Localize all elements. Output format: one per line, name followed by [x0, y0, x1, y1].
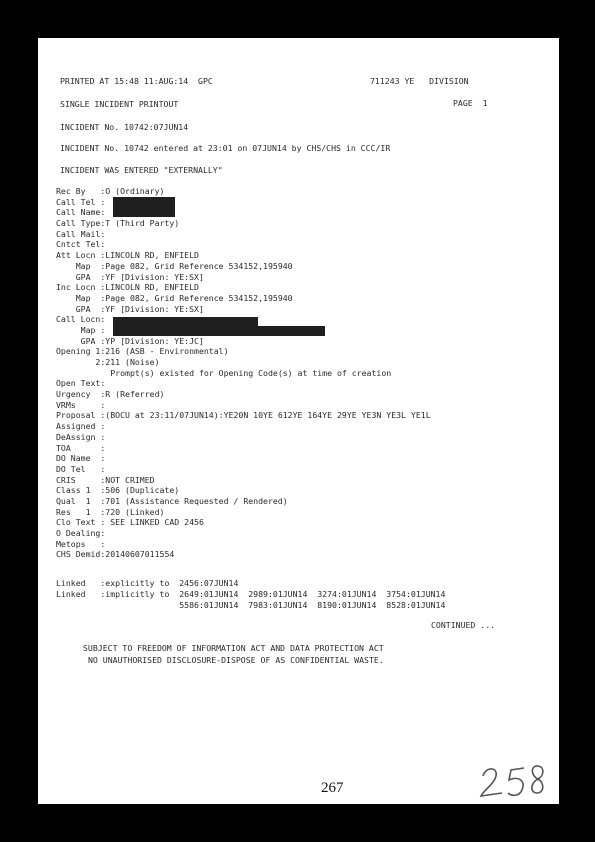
field-line: Prompt(s) existed for Opening Code(s) at time of creation	[56, 367, 392, 378]
field-line: GPA :YF [Division: YE:SX]	[56, 271, 204, 282]
continued-label: CONTINUED ...	[431, 620, 496, 630]
incident-number: INCIDENT No. 10742:07JUN14	[60, 122, 189, 132]
field-line: Call Tel :	[56, 196, 106, 207]
field-line: GPA :YP [Division: YE:JC]	[56, 335, 204, 346]
incident-externally: INCIDENT WAS ENTERED "EXTERNALLY"	[60, 165, 223, 175]
field-line: Rec By :O (Ordinary)	[56, 186, 165, 196]
field-line: Att Locn :LINCOLN RD, ENFIELD	[56, 250, 199, 261]
field-line: Inc Locn :LINCOLN RD, ENFIELD	[56, 282, 199, 293]
field-line: Metops :	[56, 538, 106, 549]
incident-entered: INCIDENT No. 10742 entered at 23:01 on 07JUN14 by CHS/CHS in CCC/IR	[60, 143, 391, 153]
linked-incidents	[56, 578, 445, 611]
field-line: DO Name :	[56, 453, 106, 464]
field-line: Opening 1:216 (ASB - Environmental)	[56, 346, 229, 357]
field-line: Map :Page 082, Grid Reference 534152,195940	[56, 292, 293, 303]
field-line: Call Mail:	[56, 228, 106, 239]
field-line: Open Text:	[56, 378, 106, 389]
document-page	[38, 38, 559, 804]
field-line: Proposal :(BOCU at 23:11/07JUN14):YE20N 10YE 612YE 164YE 29YE YE3N YE3L YE1L	[56, 410, 431, 421]
field-line: Clo Text : SEE LINKED CAD 2456	[56, 517, 204, 528]
field-line: Assigned :	[56, 421, 106, 432]
page-label: PAGE 1	[453, 98, 488, 108]
field-line: DeAssign :	[56, 431, 106, 442]
incident-fields	[56, 186, 431, 560]
field-line: Call Type:T (Third Party)	[56, 218, 180, 229]
field-line: Cntct Tel:	[56, 239, 106, 250]
footer-line: SUBJECT TO FREEDOM OF INFORMATION ACT AND DATA PROTECTION ACT	[83, 643, 384, 653]
field-line: VRMs :	[56, 399, 106, 410]
field-line: TOA :	[56, 442, 106, 453]
field-line: Call Name:	[56, 207, 106, 218]
field-line: CRIS :NOT CRIMED	[56, 474, 155, 485]
field-line: Qual 1 :701 (Assistance Requested / Rendered)	[56, 495, 288, 506]
redaction-box	[113, 326, 325, 336]
field-line: Class 1 :506 (Duplicate)	[56, 485, 180, 496]
printed-line: PRINTED AT 15:48 11:AUG:14 GPC	[60, 76, 213, 86]
field-line: Urgency :R (Referred)	[56, 389, 165, 400]
field-line: O Dealing:	[56, 528, 106, 538]
division-line: 711243 YE DIVISION	[370, 76, 469, 86]
field-line: Map :	[56, 324, 106, 335]
field-line: CHS Demid:20140607011554	[56, 549, 175, 560]
field-line: Map :Page 082, Grid Reference 534152,195940	[56, 260, 293, 271]
handwritten-number	[478, 760, 550, 800]
field-line: 2:211 (Noise)	[56, 357, 160, 367]
field-line: Res 1 :720 (Linked)	[56, 506, 165, 517]
linked-line: Linked :explicitly to 2456:07JUN14	[56, 578, 239, 588]
field-line: GPA :YF [Division: YE:SX]	[56, 303, 204, 314]
linked-line: Linked :implicitly to 2649:01JUN14 2989:01JUN14 3274:01JUN14 3754:01JUN14	[56, 589, 446, 599]
linked-line: 5586:01JUN14 7983:01JUN14 8190:01JUN14 8528:01JUN14	[56, 600, 446, 610]
field-line: Call Locn:	[56, 314, 106, 325]
printout-title: SINGLE INCIDENT PRINTOUT	[60, 99, 179, 109]
redaction-box	[113, 197, 175, 217]
page-number: 267	[321, 780, 344, 796]
footer-line: NO UNAUTHORISED DISCLOSURE-DISPOSE OF AS CONFIDENTIAL WASTE.	[88, 655, 384, 665]
field-line: DO Tel :	[56, 463, 106, 474]
